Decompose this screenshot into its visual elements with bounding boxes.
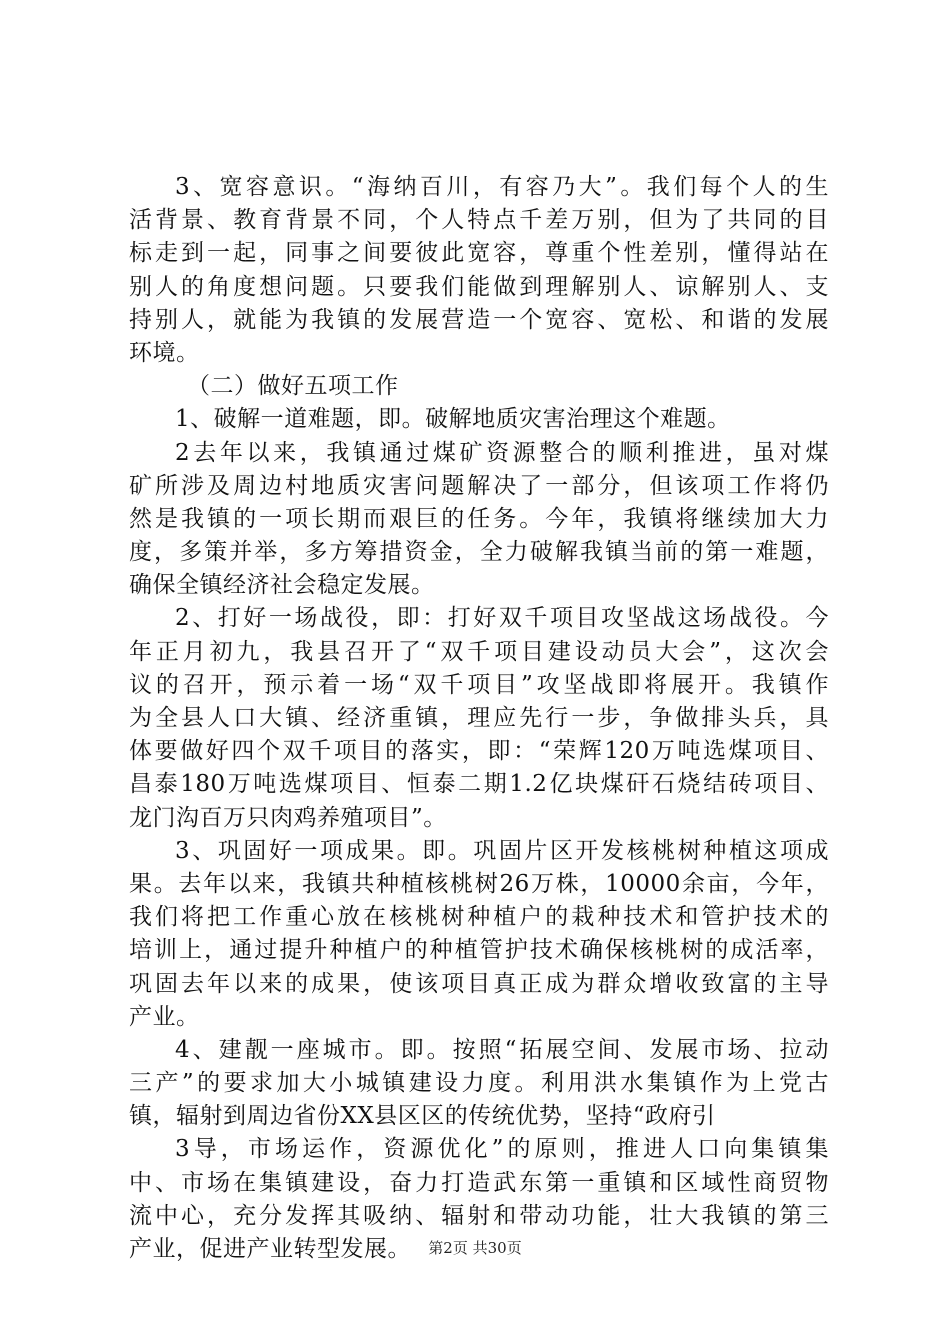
text-line: 环境。 [129, 339, 200, 366]
text-line: 果。去年以来，我镇共种植核桃树26万株，10000余亩，今年， [129, 870, 829, 897]
text-line: 3、宽容意识。“海纳百川，有容乃大”。我们每个人的生 [175, 174, 829, 200]
text-line: 4、建靓一座城市。即。按照“拓展空间、发展市场、拉动 [175, 1036, 829, 1063]
text-line: 1、破解一道难题，即。破解地质灾害治理这个难题。 [175, 406, 731, 433]
text-line: （二）做好五项工作 [187, 373, 399, 400]
text-line: 镇，辐射到周边省份XX县区区的传统优势，坚持“政府引 [129, 1103, 716, 1130]
text-line: 三产”的要求加大小城镇建设力度。利用洪水集镇作为上党古 [129, 1070, 829, 1097]
text-line: 2去年以来，我镇通过煤矿资源整合的顺利推进，虽对煤 [175, 439, 829, 466]
text-line: 别人的角度想问题。只要我们能做到理解别人、谅解别人、支 [129, 273, 829, 300]
text-line: 产业。 [129, 1003, 200, 1030]
text-line: 年正月初九，我县召开了“双千项目建设动员大会”，这次会 [129, 638, 829, 665]
text-line: 龙门沟百万只肉鸡养殖项目”。 [129, 804, 447, 831]
text-line: 流中心，充分发挥其吸纳、辐射和带动功能，壮大我镇的第三 [129, 1202, 829, 1229]
text-line: 体要做好四个双千项目的落实，即：“荣辉120万吨选煤项目、 [129, 738, 829, 765]
text-line: 3、巩固好一项成果。即。巩固片区开发核桃树种植这项成 [175, 837, 829, 864]
text-line: 我们将把工作重心放在核桃树种植户的栽种技术和管护技术的 [129, 904, 829, 931]
text-line: 产业，促进产业转型发展。 [129, 1236, 411, 1262]
text-line: 培训上，通过提升种植户的种植管护技术确保核桃树的成活率， [129, 937, 829, 964]
text-line: 中、市场在集镇建设，奋力打造武东第一重镇和区域性商贸物 [129, 1169, 829, 1196]
text-line: 巩固去年以来的成果，使该项目真正成为群众增收致富的主导 [129, 970, 829, 997]
text-line: 标走到一起，同事之间要彼此宽容，尊重个性差别，懂得站在 [129, 240, 829, 267]
document-body [129, 171, 829, 1266]
text-line: 活背景、教育背景不同，个人特点千差万别，但为了共同的目 [129, 207, 829, 234]
text-line: 昌泰180万吨选煤项目、恒泰二期1.2亿块煤矸石烧结砖项目、 [129, 771, 829, 798]
text-line: 度，多策并举，多方筹措资金，全力破解我镇当前的第一难题， [129, 539, 829, 566]
text-line: 2、打好一场战役，即：打好双千项目攻坚战这场战役。今 [175, 605, 829, 632]
text-line: 3导，市场运作，资源优化”的原则，推进人口向集镇集 [175, 1136, 829, 1163]
text-line: 为全县人口大镇、经济重镇，理应先行一步，争做排头兵，具 [129, 705, 829, 731]
text-line: 矿所涉及周边村地质灾害问题解决了一部分，但该项工作将仍 [129, 472, 829, 499]
text-line: 然是我镇的一项长期而艰巨的任务。今年，我镇将继续加大力 [129, 505, 829, 532]
text-line: 议的召开，预示着一场“双千项目”攻坚战即将展开。我镇作 [129, 671, 829, 698]
page-footer: 第2页 共30页 [428, 1239, 522, 1257]
text-line: 持别人，就能为我镇的发展营造一个宽容、宽松、和谐的发展 [129, 306, 829, 333]
text-line: 确保全镇经济社会稳定发展。 [129, 572, 435, 599]
